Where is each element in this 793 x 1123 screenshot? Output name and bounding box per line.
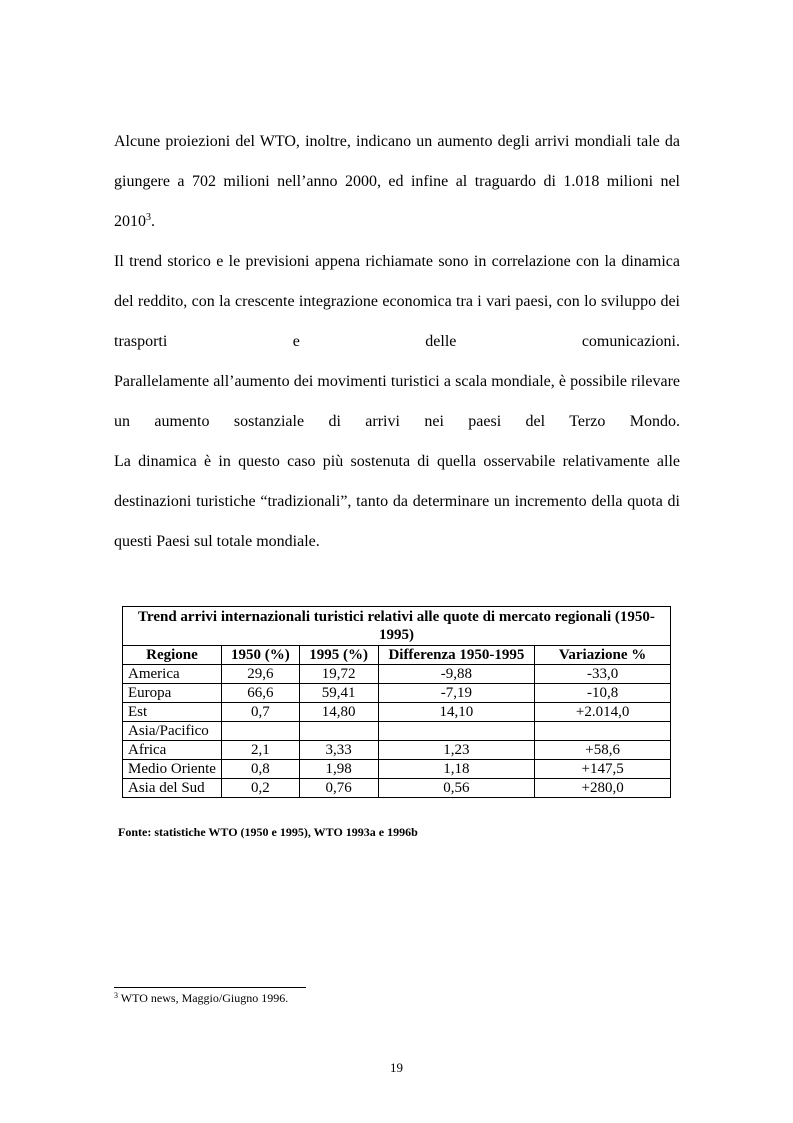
- cell-variazione: +147,5: [535, 760, 671, 779]
- footnote-number: 3: [114, 991, 118, 1000]
- footnote-text: WTO news, Maggio/Giugno 1996.: [120, 991, 289, 1005]
- column-header-1995: 1995 (%): [299, 646, 378, 665]
- cell-differenza: -7,19: [378, 684, 535, 703]
- cell-1995: 3,33: [299, 741, 378, 760]
- table-row: [123, 779, 671, 798]
- cell-1995: 0,76: [299, 779, 378, 798]
- cell-1995: 59,41: [299, 684, 378, 703]
- cell-1950: 2,1: [221, 741, 299, 760]
- page-number: 19: [390, 1060, 403, 1075]
- cell-differenza: 0,56: [378, 779, 535, 798]
- table-row: [123, 703, 671, 722]
- cell-variazione: +58,6: [535, 741, 671, 760]
- cell-variazione: [535, 722, 671, 741]
- cell-regione: Europa: [123, 684, 222, 703]
- footnote-reference[interactable]: 3: [146, 212, 151, 223]
- cell-variazione: +2.014,0: [535, 703, 671, 722]
- cell-regione: Asia del Sud: [123, 779, 222, 798]
- cell-variazione: -10,8: [535, 684, 671, 703]
- cell-differenza: 14,10: [378, 703, 535, 722]
- footnote-divider: [114, 987, 306, 988]
- table-row: [123, 722, 671, 741]
- cell-1950: 29,6: [221, 665, 299, 684]
- cell-1950: 0,2: [221, 779, 299, 798]
- column-header-differenza: Differenza 1950-1995: [378, 646, 535, 665]
- cell-1995: 14,80: [299, 703, 378, 722]
- paragraph-third-world: Parallelamente all’aumento dei movimenti turistici a scala mondiale, è possibile rilevare un aumento sostanziale di arrivi nei paesi del Terzo Mondo.: [114, 373, 680, 430]
- paragraph-period: .: [151, 213, 155, 230]
- cell-1995: 19,72: [299, 665, 378, 684]
- cell-differenza: -9,88: [378, 665, 535, 684]
- cell-differenza: 1,23: [378, 741, 535, 760]
- cell-regione: Asia/Pacifico: [123, 722, 222, 741]
- table-title: Trend arrivi internazionali turistici relativi alle quote di mercato regionali (1950-1995): [123, 607, 671, 646]
- table-row: [123, 760, 671, 779]
- paragraph-text: Alcune proiezioni del WTO, inoltre, indicano un aumento degli arrivi mondiali tale da giungere a 702 milioni nell’anno 2000, ed infine al traguardo di 1.018 milioni nel 2010: [114, 133, 680, 230]
- market-share-table: [122, 606, 671, 798]
- cell-1995: [299, 722, 378, 741]
- cell-variazione: -33,0: [535, 665, 671, 684]
- cell-regione: Medio Oriente: [123, 760, 222, 779]
- column-header-regione: Regione: [123, 646, 222, 665]
- cell-variazione: +280,0: [535, 779, 671, 798]
- table-row: [123, 665, 671, 684]
- cell-regione: Africa: [123, 741, 222, 760]
- cell-1995: 1,98: [299, 760, 378, 779]
- paragraph-dynamics: La dinamica è in questo caso più sostenuta di quella osservabile relativamente alle destinazioni turistiche “tradizionali”, tanto da determinare un incremento della quota di questi Paesi sul totale mondiale.: [114, 453, 680, 550]
- paragraph-wto-projections: [114, 122, 680, 242]
- cell-regione: Est: [123, 703, 222, 722]
- table-row: [123, 684, 671, 703]
- column-header-1950: 1950 (%): [221, 646, 299, 665]
- table-row: [123, 741, 671, 760]
- cell-regione: America: [123, 665, 222, 684]
- cell-differenza: 1,18: [378, 760, 535, 779]
- cell-differenza: [378, 722, 535, 741]
- table-header-row: [123, 646, 671, 665]
- cell-1950: [221, 722, 299, 741]
- footnote: [114, 991, 288, 1006]
- paragraph-historical-trend: Il trend storico e le previsioni appena richiamate sono in correlazione con la dinamica del reddito, con la crescente integrazione economica tra i vari paesi, con lo sviluppo dei trasporti e delle comunicazioni.: [114, 253, 680, 350]
- cell-1950: 0,8: [221, 760, 299, 779]
- cell-1950: 66,6: [221, 684, 299, 703]
- table-source: Fonte: statistiche WTO (1950 e 1995), WTO 1993a e 1996b: [118, 825, 418, 839]
- column-header-variazione: Variazione %: [535, 646, 671, 665]
- cell-1950: 0,7: [221, 703, 299, 722]
- table-title-row: [123, 607, 671, 646]
